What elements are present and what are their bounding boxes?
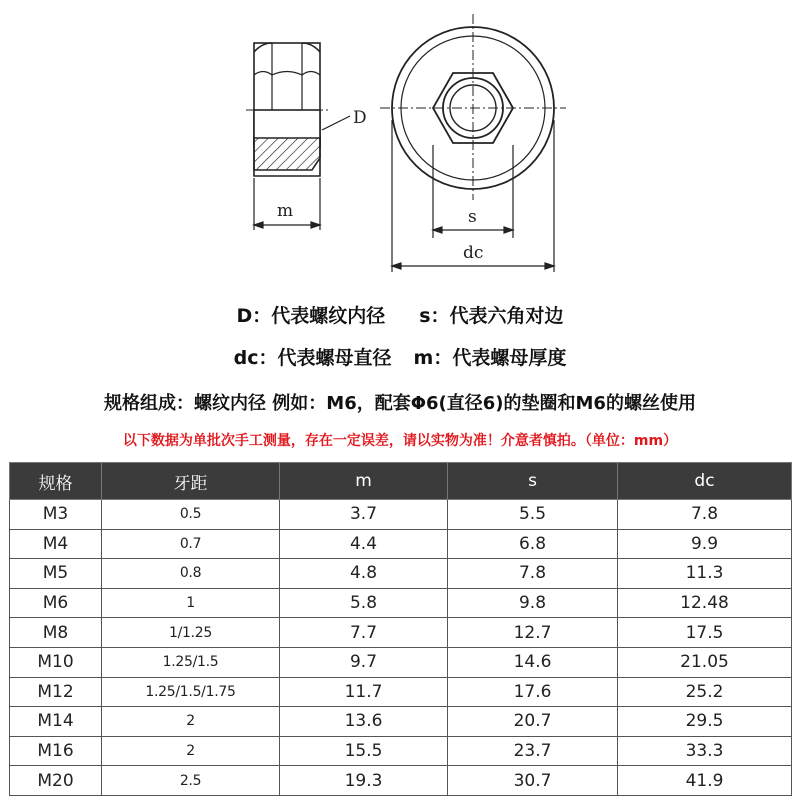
cell-size: M3 <box>10 500 102 530</box>
table-row <box>10 677 792 707</box>
cell-size: M5 <box>10 559 102 589</box>
cell-s: 23.7 <box>448 736 618 766</box>
cell-s: 9.8 <box>448 588 618 618</box>
table-row <box>10 500 792 530</box>
label-m: m <box>277 201 294 221</box>
header-pitch: 牙距 <box>102 463 280 500</box>
cell-dc: 25.2 <box>618 677 792 707</box>
cell-dc: 7.8 <box>618 500 792 530</box>
spec-note: 规格组成：螺纹内径 例如：M6，配套Φ6(直径6)的垫圈和M6的螺丝使用 <box>104 393 696 414</box>
cell-m: 13.6 <box>280 707 448 737</box>
label-d: D <box>353 108 367 128</box>
cell-size: M16 <box>10 736 102 766</box>
cell-pitch: 2 <box>102 736 280 766</box>
cell-pitch: 0.5 <box>102 500 280 530</box>
label-s: s <box>468 207 477 227</box>
legend-line-2 <box>0 343 800 370</box>
table-row <box>10 618 792 648</box>
cell-s: 17.6 <box>448 677 618 707</box>
cell-size: M20 <box>10 766 102 796</box>
legend-line-1 <box>0 301 800 328</box>
table-row <box>10 529 792 559</box>
table-row <box>10 736 792 766</box>
flange-nut-drawing <box>0 0 800 300</box>
cell-pitch: 1.25/1.5 <box>102 647 280 677</box>
header-dc: dc <box>618 463 792 500</box>
table-row <box>10 707 792 737</box>
cell-m: 11.7 <box>280 677 448 707</box>
table-row <box>10 766 792 796</box>
cell-s: 7.8 <box>448 559 618 589</box>
cell-s: 20.7 <box>448 707 618 737</box>
cell-dc: 11.3 <box>618 559 792 589</box>
legend-dc: dc：代表螺母直径 <box>233 347 392 369</box>
cell-size: M14 <box>10 707 102 737</box>
table-row <box>10 588 792 618</box>
header-m: m <box>280 463 448 500</box>
cell-m: 9.7 <box>280 647 448 677</box>
cell-dc: 33.3 <box>618 736 792 766</box>
cell-m: 5.8 <box>280 588 448 618</box>
d-leader-line <box>322 116 350 130</box>
cell-s: 12.7 <box>448 618 618 648</box>
cell-pitch: 2 <box>102 707 280 737</box>
cell-dc: 41.9 <box>618 766 792 796</box>
cell-pitch: 0.7 <box>102 529 280 559</box>
spec-table <box>9 462 792 796</box>
measurement-warning: 以下数据为单批次手工测量，存在一定误差，请以实物为准！介意者慎拍。（单位：mm） <box>122 433 678 449</box>
header-s: s <box>448 463 618 500</box>
label-dc: dc <box>463 243 484 263</box>
cell-pitch: 0.8 <box>102 559 280 589</box>
cell-size: M4 <box>10 529 102 559</box>
cell-dc: 12.48 <box>618 588 792 618</box>
cell-size: M12 <box>10 677 102 707</box>
cell-size: M8 <box>10 618 102 648</box>
cell-pitch: 2.5 <box>102 766 280 796</box>
cell-dc: 17.5 <box>618 618 792 648</box>
cell-s: 6.8 <box>448 529 618 559</box>
header-size: 规格 <box>10 463 102 500</box>
cell-s: 30.7 <box>448 766 618 796</box>
cell-s: 14.6 <box>448 647 618 677</box>
legend-d: D：代表螺纹内径 <box>236 305 386 327</box>
legend-s: s：代表六角对边 <box>419 305 564 327</box>
cell-pitch: 1/1.25 <box>102 618 280 648</box>
cell-size: M10 <box>10 647 102 677</box>
cell-m: 4.4 <box>280 529 448 559</box>
nut-side-view <box>246 43 328 176</box>
table-row <box>10 647 792 677</box>
cell-s: 5.5 <box>448 500 618 530</box>
legend-m: m：代表螺母厚度 <box>413 347 567 369</box>
cell-m: 4.8 <box>280 559 448 589</box>
cell-size: M6 <box>10 588 102 618</box>
cell-m: 15.5 <box>280 736 448 766</box>
cell-m: 7.7 <box>280 618 448 648</box>
table-row <box>10 559 792 589</box>
cell-dc: 9.9 <box>618 529 792 559</box>
table-header-row <box>10 463 792 500</box>
cell-dc: 21.05 <box>618 647 792 677</box>
cell-m: 19.3 <box>280 766 448 796</box>
cell-pitch: 1.25/1.5/1.75 <box>102 677 280 707</box>
nut-top-view <box>380 14 566 200</box>
cell-pitch: 1 <box>102 588 280 618</box>
cell-dc: 29.5 <box>618 707 792 737</box>
cell-m: 3.7 <box>280 500 448 530</box>
